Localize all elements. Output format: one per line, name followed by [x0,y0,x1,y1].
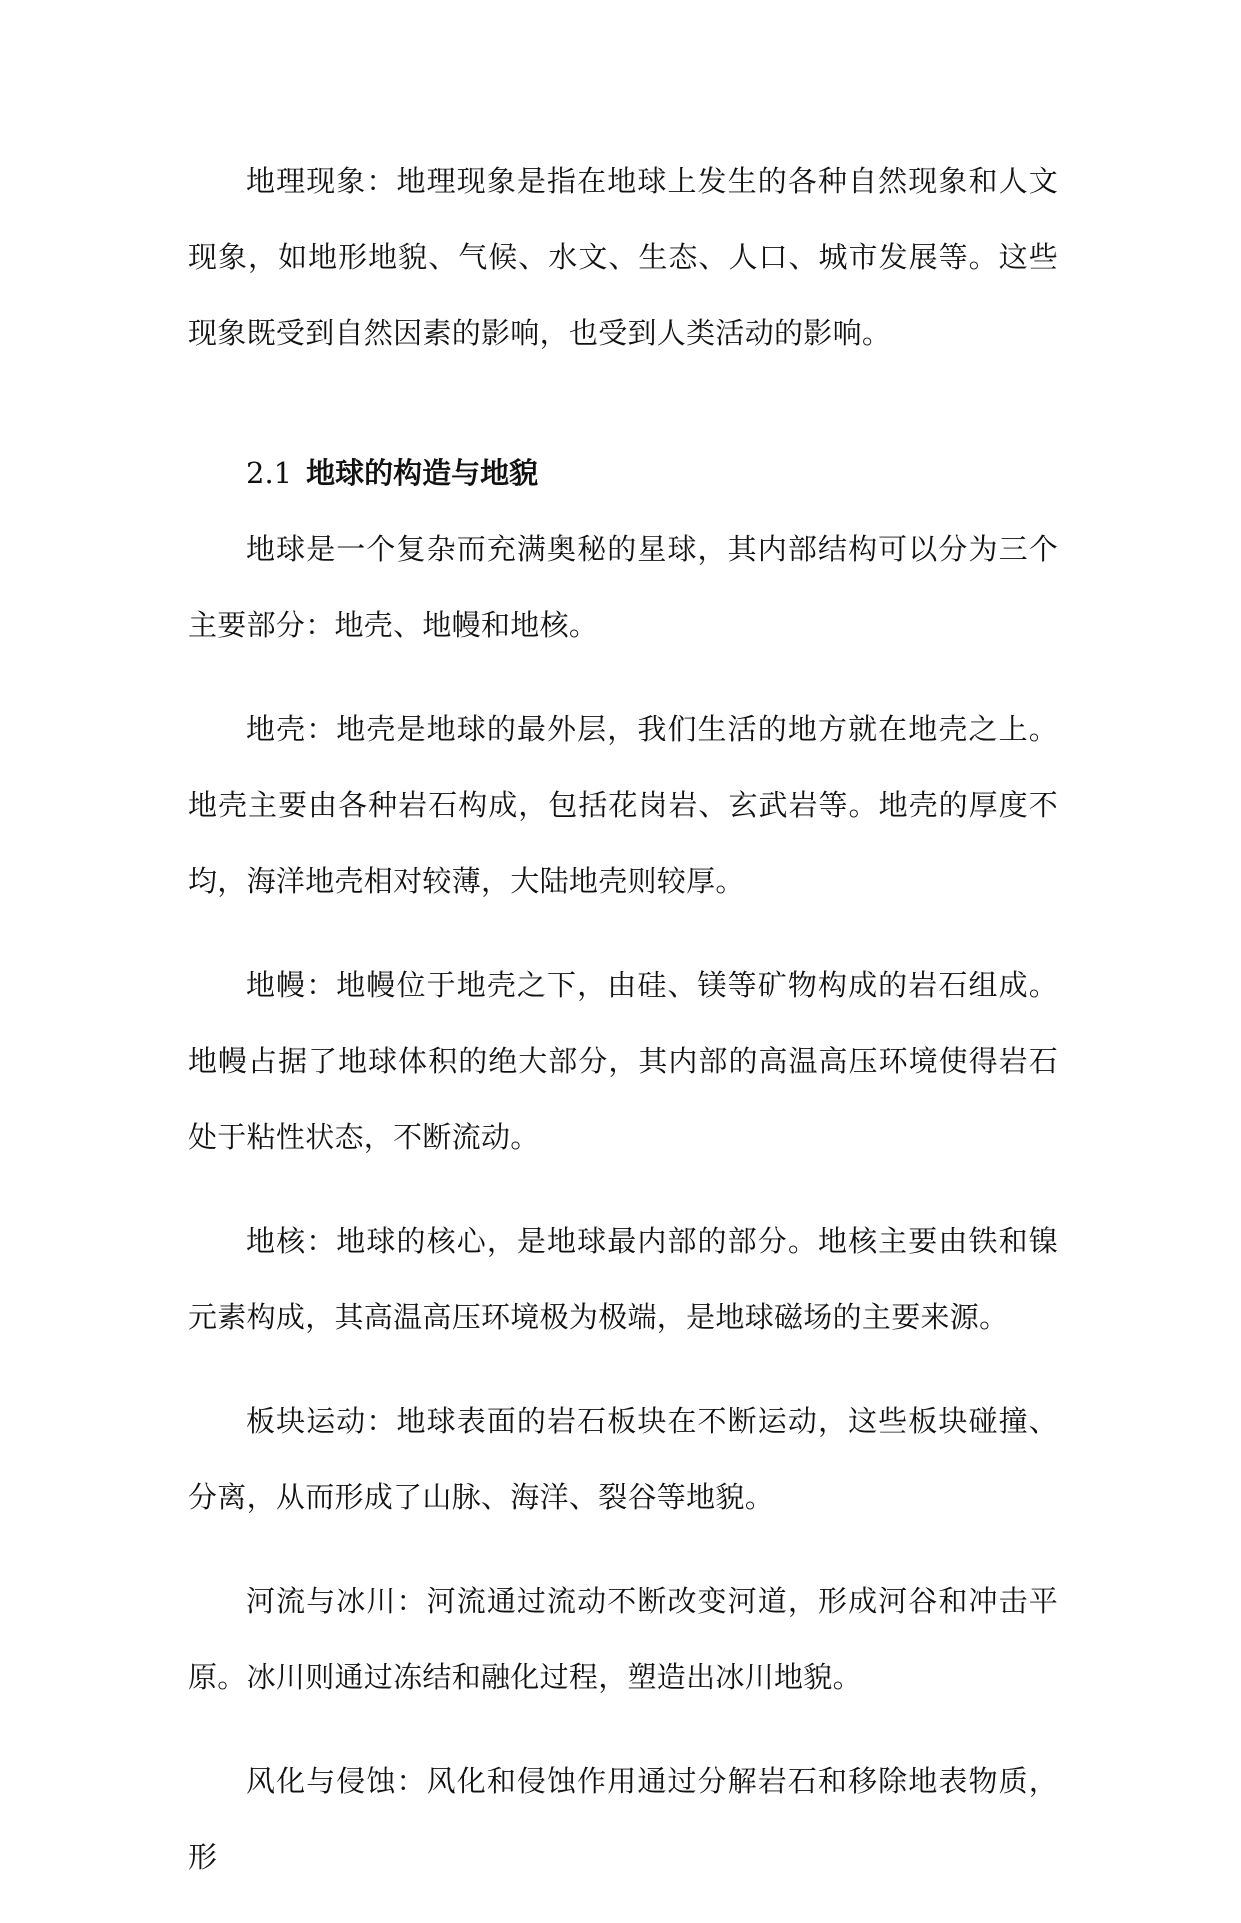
section-heading [188,435,1058,511]
document-body [188,143,1058,1923]
paragraph-rivers-glaciers: 河流与冰川：河流通过流动不断改变河道，形成河谷和冲击平原。冰川则通过冻结和融化过程，塑造出冰川地貌。 [188,1584,1058,1694]
paragraph-core: 地核：地球的核心，是地球最内部的部分。地核主要由铁和镍元素构成，其高温高压环境极为极端，是地球磁场的主要来源。 [188,1224,1058,1334]
paragraph-earth-structure: 地球是一个复杂而充满奥秘的星球，其内部结构可以分为三个主要部分：地壳、地幔和地核。 [188,532,1058,642]
section-number: 2.1 [246,456,293,490]
intro-paragraph: 地理现象：地理现象是指在地球上发生的各种自然现象和人文现象，如地形地貌、气候、水文、生态、人口、城市发展等。这些现象既受到自然因素的影响，也受到人类活动的影响。 [188,164,1058,350]
section-title: 地球的构造与地貌 [306,456,539,490]
section-spacer [188,399,1058,435]
paragraph-weathering-erosion: 风化与侵蚀：风化和侵蚀作用通过分解岩石和移除地表物质，形 [188,1764,1058,1874]
paragraph-crust: 地壳：地壳是地球的最外层，我们生活的地方就在地壳之上。地壳主要由各种岩石构成，包括花岗岩、玄武岩等。地壳的厚度不均，海洋地壳相对较薄，大陆地壳则较厚。 [188,712,1058,898]
paragraph-mantle: 地幔：地幔位于地壳之下，由硅、镁等矿物构成的岩石组成。地幔占据了地球体积的绝大部分，其内部的高温高压环境使得岩石处于粘性状态，不断流动。 [188,968,1058,1154]
paragraph-plate-tectonics: 板块运动：地球表面的岩石板块在不断运动，这些板块碰撞、分离，从而形成了山脉、海洋、裂谷等地貌。 [188,1404,1058,1514]
